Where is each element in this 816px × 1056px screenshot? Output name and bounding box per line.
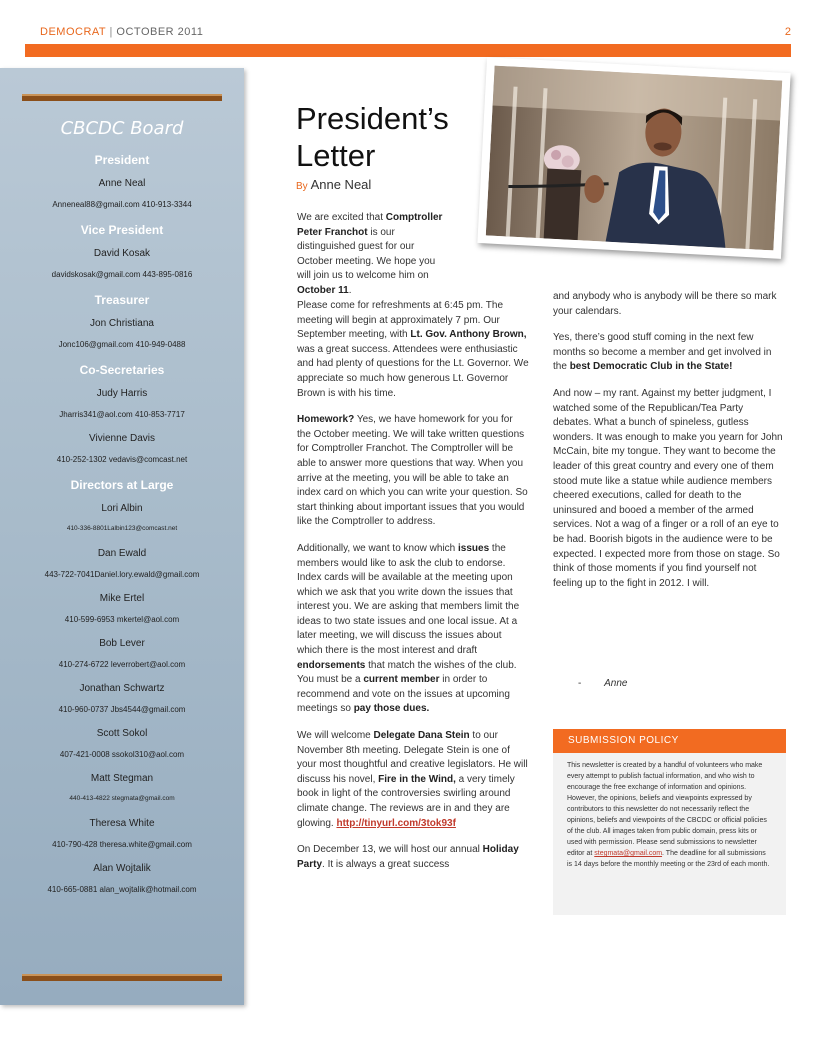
board-member-contact: 410-274-6722 leverrobert@aol.com [58, 660, 186, 669]
body-text: and anybody who is anybody will be there so mark your calendars. [553, 291, 777, 317]
submission-policy-text [553, 753, 786, 870]
emphasis-text: endorsements [297, 659, 366, 671]
board-member-contact: Anneneal88@gmail.com 410-913-3344 [52, 200, 192, 209]
body-text: Additionally, we want to know which [297, 542, 459, 554]
emphasis-text: Fire in the Wind, [378, 773, 456, 785]
body-text: a very timely book in light of the controversies swirling around climate change. The reviews are in and they are glowing. [297, 773, 515, 829]
board-member-name: Scott Sokol [96, 728, 148, 739]
letter-paragraph [297, 542, 529, 717]
editor-email-link[interactable]: stegmata@gmail.com [594, 850, 663, 857]
page-number: 2 [784, 26, 791, 38]
letter-paragraph [297, 843, 529, 872]
board-sidebar [0, 68, 244, 1005]
submission-policy-box [553, 729, 786, 915]
board-member-name: Anne Neal [98, 178, 146, 189]
book-link[interactable]: http://tinyurl.com/3tok93f [336, 817, 456, 829]
board-member-name: Alan Wojtalik [93, 863, 151, 874]
emphasis-text: best Democratic Club in the State! [569, 361, 733, 373]
byline [296, 177, 371, 192]
board-member-contact: 410-336-8801Lalbin123@comcast.net [66, 525, 178, 532]
letter-intro [297, 211, 445, 311]
board-member-name: Dan Ewald [97, 548, 147, 559]
signature [578, 678, 627, 689]
letter-paragraph [553, 290, 783, 319]
emphasis-text: October 11 [297, 284, 349, 296]
emphasis-text: Comptroller Peter Franchot [297, 212, 443, 238]
body-text: On December 13, we will host our annual [297, 844, 483, 856]
board-member-contact: 410-252-1302 vedavis@comcast.net [56, 455, 188, 464]
title-line-1: President’s [296, 101, 449, 136]
signature-dash: - [578, 678, 582, 689]
board-role-heading: President [94, 153, 150, 167]
speaker-at-podium-photo-icon [486, 66, 783, 251]
board-member-contact: davidskosak@gmail.com 443-895-0816 [51, 270, 193, 279]
body-text: to our November 8th meeting. Delegate Stein is one of your most thoughtful and creative legislators. He will discuss his novel, [297, 730, 528, 785]
board-member-contact: 410-960-0737 Jbs4544@gmail.com [58, 705, 186, 714]
body-text: And now – my rant. Against my better judgment, I watched some of the Republican/Tea Party debates. What a bunch of spineless, gutless wonders. It was enough to make you yearn for John McCain, bite my tongue. They want to become the leader of this great country and every one of them stood mute like a statue while audience members cheered executions, called for death to the uninsured and booed a member of the armed services. Not a wag of a finger or a roll of an eye to be had. Boorish bigots in the audience were to be expected. I expected more from those on stage. So think of those moments if you find yourself not feeling up to the fight in 2012. I will. [553, 387, 783, 589]
letter-paragraph [297, 299, 529, 401]
article-title [296, 100, 449, 174]
board-member-name: Matt Stegman [90, 773, 154, 784]
board-member-name: Jonathan Schwartz [79, 683, 165, 694]
body-text: Yes, we have homework for you for the October meeting. We will take written questions for Comptroller Franchot. The Comptroller will be able to answer more questions that way. When you arrive at the meeting, you will be able to take an index card on which you can write your question. So start thinking about important issues that you would like the Comptroller to address. [297, 414, 528, 528]
body-text: . It is always a great success [322, 858, 450, 870]
byline-label: By [296, 181, 308, 192]
page-header [40, 26, 203, 38]
board-member-name: Vivienne Davis [89, 433, 155, 444]
emphasis-text: Delegate Dana Stein [373, 730, 470, 742]
board-member-name: David Kosak [93, 248, 151, 259]
issue-date: OCTOBER 2011 [116, 26, 204, 38]
board-member-contact: 410-665-0881 alan_wojtalik@hotmail.com [47, 885, 197, 894]
intro-paragraph [297, 211, 445, 299]
body-text: is our distinguished guest for our October meeting. We hope you will join us to welcome him on [297, 226, 436, 282]
board-role-heading: Treasurer [94, 293, 150, 307]
board-member-name: Bob Lever [99, 638, 145, 649]
board-member-contact: 407-421-0008 ssokol310@aol.com [59, 750, 185, 759]
board-role-heading: Vice President [80, 223, 164, 237]
board-role-heading: Co-Secretaries [79, 363, 165, 377]
emphasis-text: Homework? [297, 414, 355, 426]
emphasis-text: Holiday Party [297, 844, 519, 870]
letter-paragraph [553, 387, 783, 591]
emphasis-text: current member [363, 674, 440, 686]
sidebar-top-rule [22, 94, 222, 101]
sidebar-title: CBCDC Board [60, 118, 184, 139]
publication-name: DEMOCRAT [40, 26, 106, 38]
board-member-contact: 443-722-7041Daniel.lory.ewald@gmail.com [44, 570, 200, 579]
emphasis-text: Lt. Gov. Anthony Brown, [410, 329, 527, 341]
body-text: . [348, 284, 352, 296]
letter-paragraph [553, 331, 783, 375]
board-member-contact: Jonc106@gmail.com 410-949-0488 [58, 340, 186, 349]
board-member-contact: 410-599-6953 mkertel@aol.com [64, 615, 180, 624]
letter-paragraph [297, 729, 529, 831]
body-text: Please come for refreshments at 6:45 pm. The meeting will begin at approximately 7 pm. Our September meeting, with [297, 300, 504, 341]
letter-paragraph [297, 413, 529, 530]
board-member-name: Mike Ertel [99, 593, 145, 604]
title-line-2: Letter [296, 138, 376, 173]
body-text: This newsletter is created by a handful of volunteers who make every attempt to publish factual information, and who wish to encourage the free exchange of information and opinions. However, the opinions, beliefs and viewpoints expressed by contributors to this newsletter do not necessarily reflect the opinions, beliefs and viewpoints of the CBCDC or official policies of the club. All images taken from public domain, press kits or used with permission. Please send submissions to newsletter editor at [567, 762, 767, 857]
header-rule [25, 44, 791, 57]
board-member-contact: 440-413-4822 stegmata@gmail.com [69, 795, 175, 802]
board-member-name: Theresa White [89, 818, 155, 829]
body-text: We are excited that [297, 212, 386, 223]
body-text: Yes, there’s good stuff coming in the next few months so become a member and get involved in the [553, 332, 772, 373]
body-text: We will welcome [297, 730, 374, 742]
signature-name: Anne [604, 678, 628, 689]
sidebar-bottom-rule [22, 974, 222, 981]
speaker-photo [477, 57, 790, 259]
body-text: that match the wishes of the club. You must be a [297, 659, 517, 686]
header-separator: | [109, 26, 113, 38]
body-text: was a great success. Attendees were enthusiastic and had plenty of questions for the Lt. Governor. We appreciate so much how generous Lt. Governor Brown is with his time. [297, 343, 529, 399]
submission-policy-heading: SUBMISSION POLICY [553, 729, 786, 753]
body-text: the members would like to ask the club to endorse. Index cards will be available at the meeting upon which we ask that you write down the issues that interest you. We are asking that members limit the ideas to two state issues and one local issue. At a later meeting, we will discuss the issues about which there is the most interest and draft [297, 542, 520, 657]
emphasis-text: pay those dues. [353, 703, 430, 715]
board-member-contact: Jharris341@aol.com 410-853-7717 [59, 410, 185, 419]
byline-author: Anne Neal [310, 177, 372, 192]
letter-column-2 [553, 290, 783, 603]
board-role-heading: Directors at Large [70, 478, 174, 492]
board-member-contact: 410-790-428 theresa.white@gmail.com [52, 840, 192, 849]
board-member-name: Jon Christiana [90, 318, 154, 329]
board-member-name: Judy Harris [96, 388, 148, 399]
body-text: . The deadline for all submissions is 14 days before the monthly meeting or the 23rd of each month. [567, 850, 770, 868]
letter-column-1 [297, 299, 529, 884]
emphasis-text: issues [458, 542, 490, 554]
body-text: in order to recommend and vote on the issues at upcoming meetings so [297, 674, 510, 715]
board-member-name: Lori Albin [101, 503, 143, 514]
